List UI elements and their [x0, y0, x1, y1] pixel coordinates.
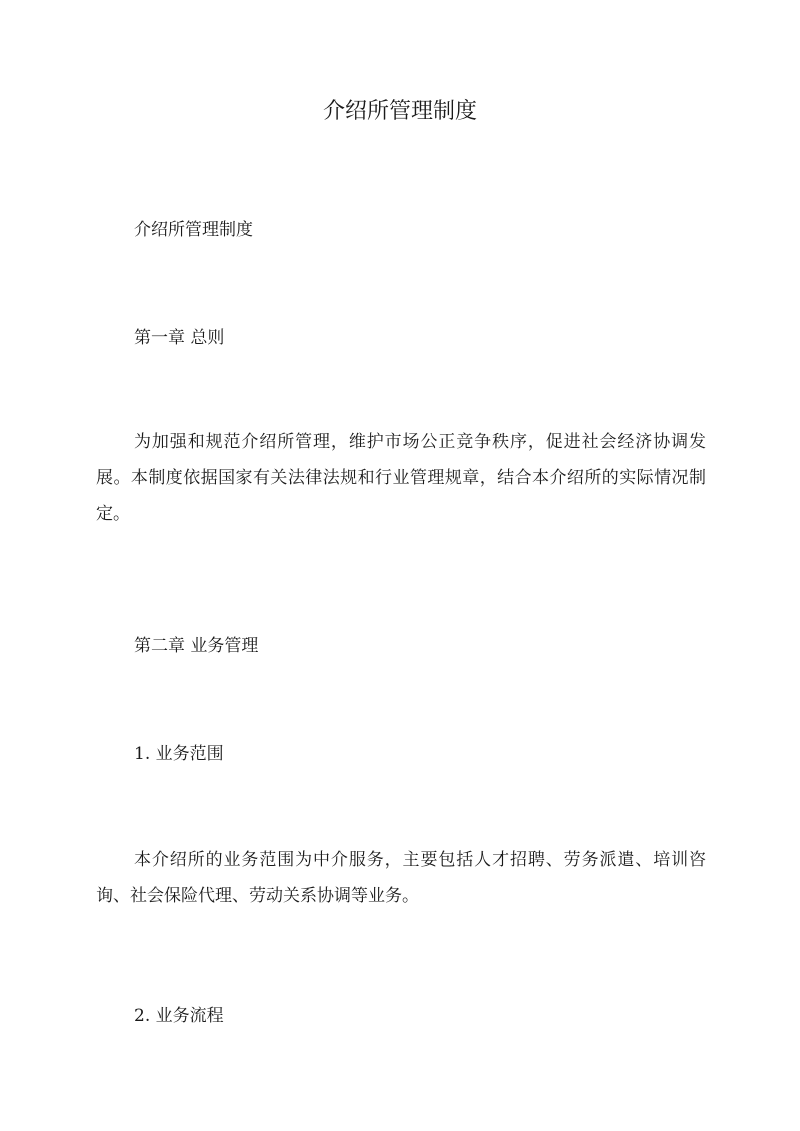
subtitle: 介绍所管理制度	[134, 220, 253, 240]
chapter-1-paragraph: 为加强和规范介绍所管理，维护市场公正竞争秩序，促进社会经济协调发展。本制度依据国家有关法律法规和行业管理规章，结合本介绍所的实际情况制定。	[96, 432, 706, 524]
document-title: 介绍所管理制度	[322, 99, 477, 124]
section-1-heading: 1. 业务范围	[134, 744, 224, 764]
section-2-heading: 2. 业务流程	[134, 1006, 224, 1026]
section-1-paragraph: 本介绍所的业务范围为中介服务，主要包括人才招聘、劳务派遣、培训咨询、社会保险代理、劳动关系协调等业务。	[96, 850, 706, 906]
chapter-2-heading: 第二章 业务管理	[134, 636, 259, 656]
chapter-1-heading: 第一章 总则	[134, 328, 225, 348]
